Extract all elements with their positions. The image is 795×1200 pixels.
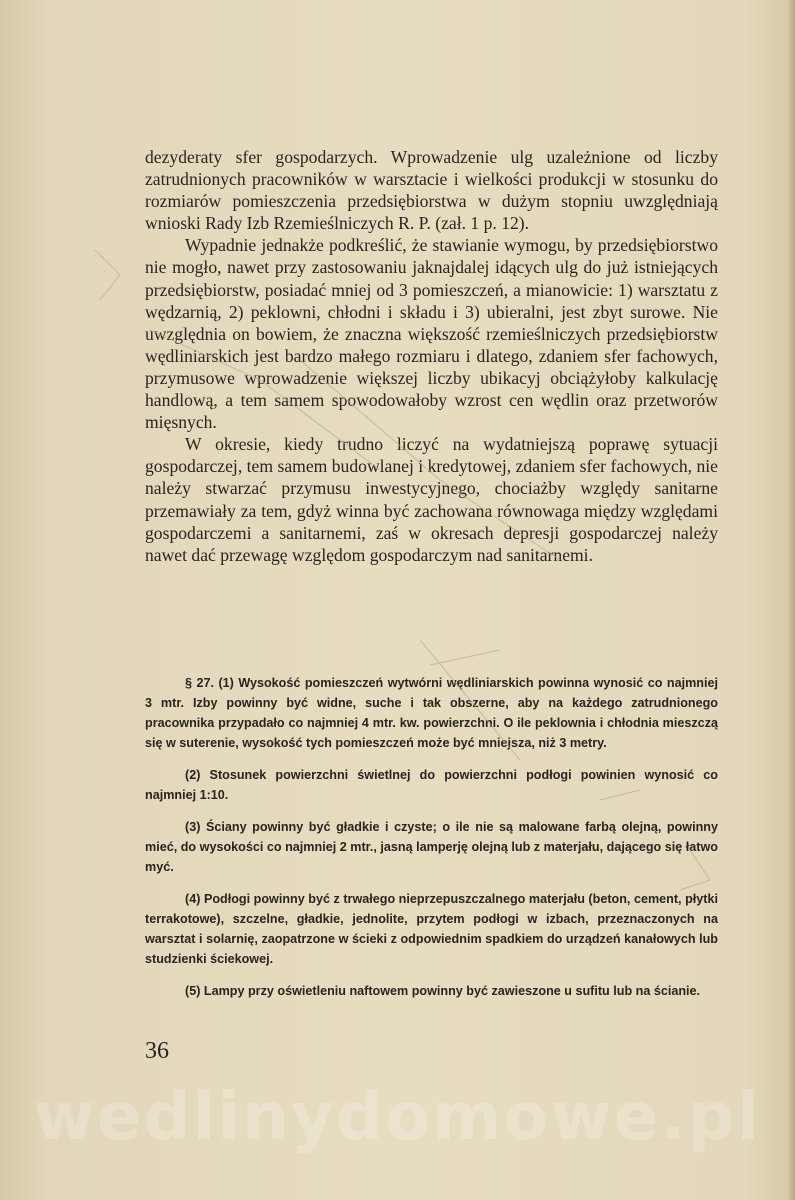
regulation-section [145,673,718,1013]
regulation-paragraph-1: § 27. (1) Wysokość pomieszczeń wytwórni wędliniarskich powinna wynosić co najmniej 3 mtr. Izby powinny być widne, suche i tak obszerne, aby na każdego zatrudnionego pracownika przypadało co najmniej 4 mtr. kw. powierzchni. O ile peklownia i chłodnia mieszczą się w suterenie, wysokość tych pomieszczeń może być mniejsza, niż 3 metry. [145,676,718,750]
page-number: 36 [145,1038,169,1064]
paragraph-2: Wypadnie jednakże podkreślić, że stawianie wymogu, by przedsiębiorstwo nie mogło, nawet przy zastosowaniu jaknajdalej idących ulg do już istniejących przedsiębiorstw, posiadać mniej od 3 pomieszczeń, a mianowicie: 1) warsztatu z wędzarnią, 2) peklowni, chłodni i składu i 3) ubieralni, jest zbyt surowe. Nie uwzględnia on bowiem, że znaczna większość rzemieślniczych przedsiębiorstw wędliniarskich jest bardzo małego rozmiaru i dlatego, zdaniem sfer fachowych, przymusowe wprowadzenie większej liczby ubikacyj obciążyłoby kalkulację handlową, a tem samem spowodowałoby wzrost cen wędlin oraz przetworów mięsnych. [145,235,718,433]
commentary-text [145,146,718,566]
regulation-paragraph-4: (4) Podłogi powinny być z trwałego nieprzepuszczalnego materjału (beton, cement, płytki terrakotowe), szczelne, gładkie, jednolite, przytem podłogi w izbach, przeznaczonych na warsztat i solarnię, zaopatrzone w ścieki z odpowiednim spadkiem do urządzeń kanałowych lub studzienki ściekowej. [145,892,718,966]
regulation-paragraph-3: (3) Ściany powinny być gładkie i czyste; o ile nie są malowane farbą olejną, powinny mieć, do wysokości co najmniej 2 mtr., jasną lamperję olejną lub z materjału, dającego się łatwo myć. [145,820,718,874]
paragraph-1: dezyderaty sfer gospodarzych. Wprowadzenie ulg uzależnione od liczby zatrudnionych pracowników w warsztacie i wielkości produkcji w stosunku do rozmiarów pomieszczenia przedsiębiorstwa w dużym stopniu uwzględniają wnioski Rady Izb Rzemieślniczych R. P. (zał. 1 p. 12). [145,147,718,234]
regulation-paragraph-2: (2) Stosunek powierzchni świetlnej do powierzchni podłogi powinien wynosić co najmniej 1:10. [145,768,718,802]
regulation-paragraph-5: (5) Lampy przy oświetleniu naftowem powinny być zawieszone u sufitu lub na ścianie. [185,984,701,998]
watermark: wedlinydomowe.pl [33,1078,762,1155]
paragraph-3: W okresie, kiedy trudno liczyć na wydatniejszą poprawę sytuacji gospodarczej, tem samem budowlanej i kredytowej, zdaniem sfer fachowych, nie należy stwarzać przymusu inwestycyjnego, chociażby względy sanitarne przemawiały za tem, gdyż winna być zachowana równowaga między względami gospodarczemi a sanitarnemi, zaś w okresach depresji gospodarczej należy nawet dać przewagę względom gospodarczym nad sanitarnemi. [145,434,718,565]
page-edge [789,0,795,1200]
